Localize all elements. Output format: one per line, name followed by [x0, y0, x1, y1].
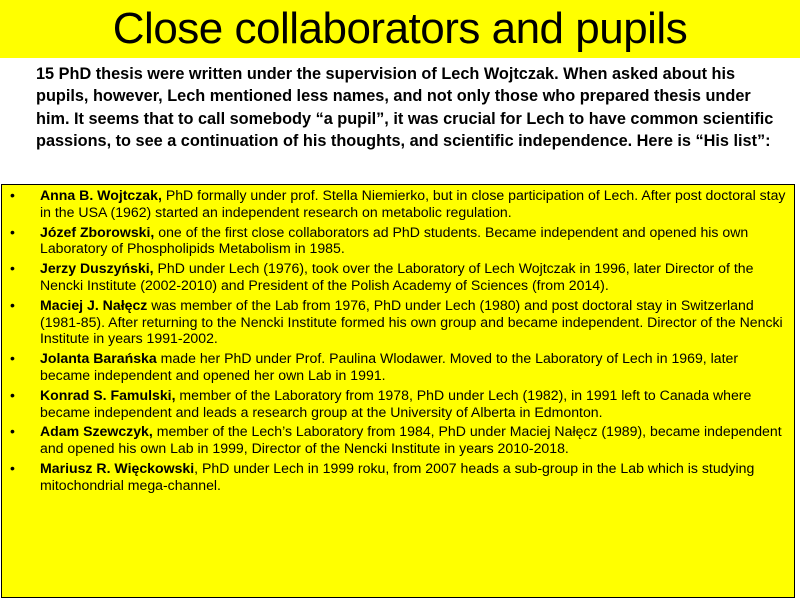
- bullet: •: [10, 459, 15, 476]
- person-description: PhD under Lech (1976), took over the Laboratory of Lech Wojtczak in 1996, later Director of the Nencki Institute (2002-2010) and President of the Polish Academy of Sciences (from 2014).: [40, 260, 754, 293]
- person-name: Konrad S. Famulski,: [40, 386, 176, 403]
- bullet: •: [10, 187, 15, 203]
- person-name: Jolanta Barańska: [40, 350, 157, 367]
- person-description: made her PhD under Prof. Paulina Wlodawer. Moved to the Laboratory of Lech in 1969, later became independent and opened her own Lab in 1991.: [40, 350, 739, 383]
- person-name: Adam Szewczyk,: [40, 423, 153, 440]
- list-item: [2, 224, 794, 258]
- bullet: •: [10, 296, 15, 313]
- page-title: Close collaborators and pupils: [112, 4, 688, 53]
- person-name: Maciej J. Nałęcz: [40, 296, 148, 313]
- title-band: [0, 0, 800, 58]
- person-name: Mariusz R. Więckowski: [40, 459, 195, 476]
- person-description: member of the Lech’s Laboratory from 1984, PhD under Maciej Nałęcz (1989), became independent and opened his own Lab in 1999, Director of the Nencki Institute in years 2010-2018.: [40, 423, 782, 457]
- person-name: Anna B. Wojtczak,: [40, 187, 162, 203]
- person-description: member of the Laboratory from 1978, PhD under Lech (1982), in 1991 left to Canada where became independent and leads a research group at the University of Alberta in Edmonton.: [40, 386, 752, 420]
- person-description: one of the first close collaborators ad PhD students. Became independent and opened his own Laboratory of Phospholipids Metabolism in 1985.: [40, 223, 749, 257]
- list-item: [2, 350, 794, 384]
- list-item: [2, 187, 794, 221]
- collaborators-list-box: [1, 184, 795, 598]
- list-item: [2, 260, 794, 294]
- list-item: [2, 297, 794, 347]
- bullet: •: [10, 386, 15, 403]
- person-name: Józef Zborowski,: [40, 223, 155, 240]
- bullet: •: [10, 260, 15, 277]
- person-description: was member of the Lab from 1976, PhD under Lech (1980) and post doctoral stay in Switzerland (1981-85). After returning to the Nencki Institute formed his own group and became independent. Director of the Nencki Institute in years 1991-2002.: [40, 296, 783, 347]
- list-item: [2, 460, 794, 494]
- list-item: [2, 423, 794, 457]
- person-name: Jerzy Duszyński,: [40, 260, 154, 277]
- person-description: PhD formally under prof. Stella Niemierko, but in close participation of Lech. After post doctoral stay in the USA (1962) started an independent research on metabolic regulation.: [40, 187, 786, 220]
- list-item: [2, 387, 794, 421]
- bullet: •: [10, 350, 15, 367]
- bullet: •: [10, 423, 15, 440]
- person-description: , PhD under Lech in 1999 roku, from 2007 heads a sub-group in the Lab which is studying mitochondrial mega-channel.: [40, 459, 755, 493]
- bullet: •: [10, 223, 15, 240]
- collaborators-list: [2, 185, 794, 494]
- intro-paragraph: 15 PhD thesis were written under the supervision of Lech Wojtczak. When asked about his pupils, however, Lech mentioned less names, and not only those who prepared thesis under him. It seems that to call somebody “a pupil”, it was crucial for Lech to have common scientific passions, to see a continuation of his thoughts, and scientific independence. Here is “His list”:: [36, 65, 774, 151]
